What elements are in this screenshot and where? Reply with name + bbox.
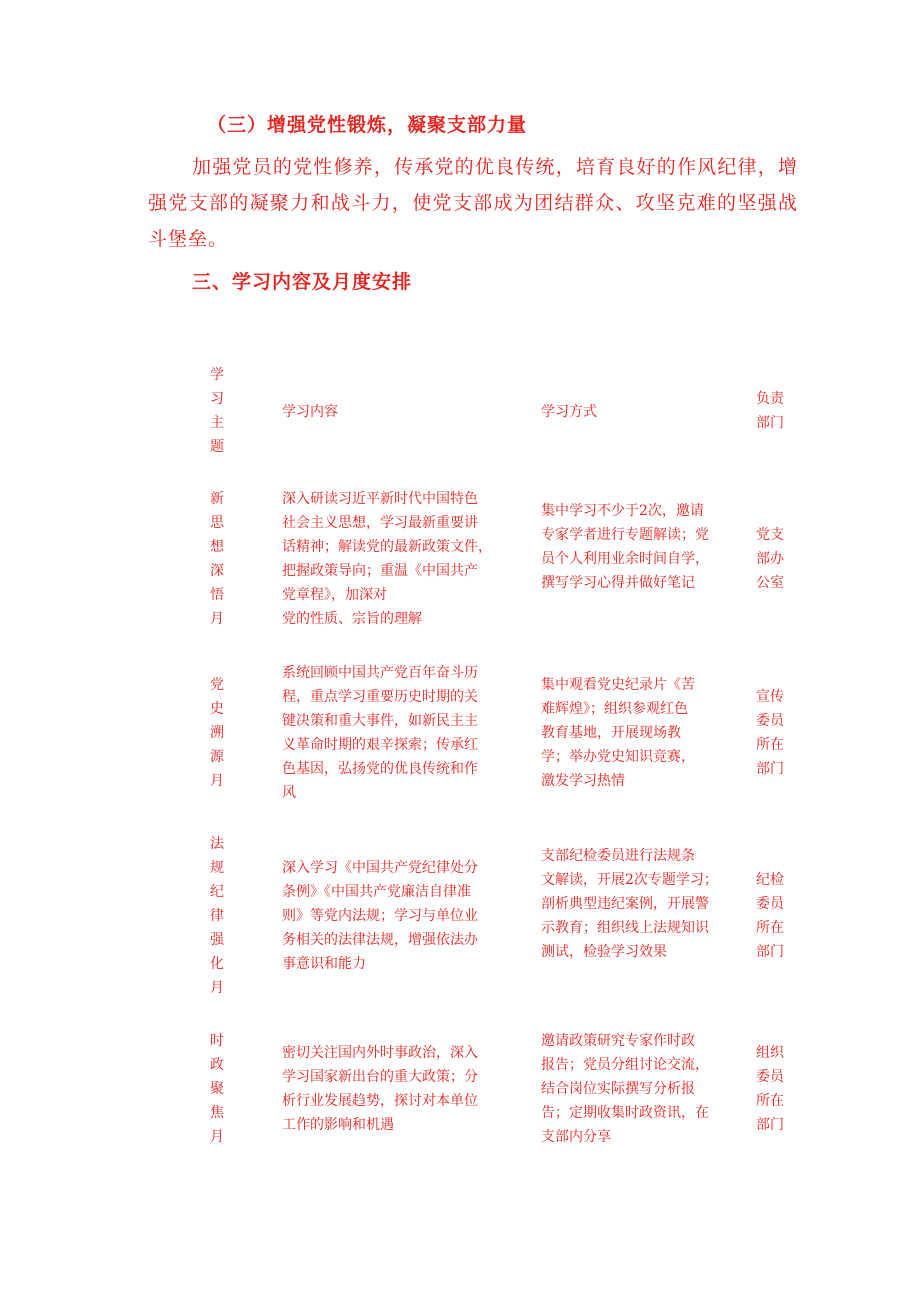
section3-paragraph: 加强党员的党性修养，传承党的优良传统，培育良好的作风纪律，增强党支部的凝聚力和战斗力，使党支部成为团结群众、攻坚克难的坚强战斗堡垒。: [148, 156, 798, 250]
row-4-method: 邀请政策研究专家作时政 报告；党员分组讨论交流， 结合岗位实际撰写分析报 告；定期收集时政资讯，在 支部内分享: [541, 1033, 709, 1145]
row-2-topic: 党 史 溯 源 月: [210, 677, 224, 789]
row-2-owner: 宣传 委员 所在 部门: [756, 689, 784, 777]
chapter3-heading: 三、学习内容及月度安排: [192, 271, 413, 293]
row-2-method: 集中观看党史纪录片《苦 难辉煌》；组织参观红色 教育基地，开展现场教 学；举办党史知识竞赛， 激发学习热情: [541, 677, 695, 789]
row-2-content: 系统回顾中国共产党百年奋斗历 程，重点学习重要历史时期的关 键决策和重大事件，如新民主主 义革命时期的艰辛探索；传承红 色基因，弘扬党的优良传统和作 风: [282, 665, 478, 801]
row-1-content: 深入研读习近平新时代中国特色 社会主义思想，学习最新重要讲 话精神；解读党的最新政策文件， 把握政策导向；重温《中国共产 党章程》，加深对 党的性质、宗旨的理解: [282, 491, 492, 627]
row-3-owner: 纪检 委员 所在 部门: [756, 872, 784, 960]
row-3-content: 深入学习《中国共产党纪律处分 条例》《中国共产党廉洁自律准 则》等党内法规；学习与单位业 务相关的法律法规，增强依法办 事意识和能力: [282, 860, 478, 972]
row-1-topic: 新 思 想 深 悟 月: [210, 491, 224, 627]
header-method: 学习方式: [541, 404, 597, 420]
row-1-owner: 党支 部办 公室: [756, 527, 784, 591]
row-4-content: 密切关注国内外时事政治，深入 学习国家新出台的重大政策；分 析行业发展趋势，探讨对本单位 工作的影响和机遇: [282, 1045, 478, 1133]
row-3-topic: 法 规 纪 律 强 化 月: [210, 836, 224, 996]
row-4-topic: 时 政 聚 焦 月: [210, 1033, 224, 1145]
row-4-owner: 组织 委员 所在 部门: [756, 1045, 784, 1133]
row-3-method: 支部纪检委员进行法规条 文解读，开展2次专题学习； 剖析典型违纪案例，开展警 示教育；组织线上法规知识 测试，检验学习效果: [541, 848, 718, 960]
header-owner: 负责 部门: [756, 391, 784, 431]
header-topic: 学 习 主 题: [210, 367, 224, 455]
header-content: 学习内容: [282, 404, 338, 420]
row-1-method: 集中学习不少于2次，邀请 专家学者进行专题解读；党 员个人利用业余时间自学， 撰写学习心得并做好笔记: [541, 503, 709, 591]
section3-heading: （三）增强党性锻炼，凝聚支部力量: [207, 114, 528, 136]
